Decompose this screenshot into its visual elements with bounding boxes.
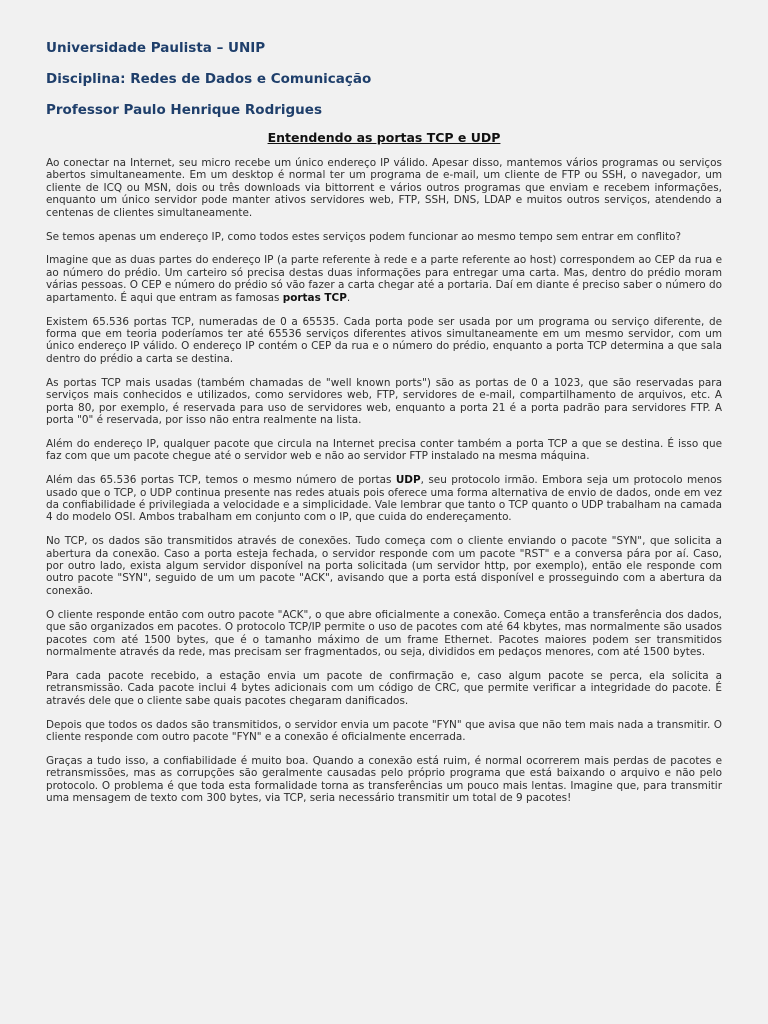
- paragraph-confirmation: Para cada pacote recebido, a estação envia um pacote de confirmação e, caso algum pacote se perca, ela solicita a retransmissão. Cada pacote inclui 4 bytes adicionais com um código de CRC, que permite verificar a integridade do pacote. É através dele que o cliente sabe quais pacotes chegaram danificados.: [46, 669, 722, 707]
- paragraph-fyn: Depois que todos os dados são transmitidos, o servidor envia um pacote "FYN" que avisa que não tem mais nada a transmitir. O cliente responde com outro pacote "FYN" e a conexão é oficialmente encerrada.: [46, 718, 722, 744]
- text-span: .: [346, 291, 351, 304]
- paragraph-well-known-ports: As portas TCP mais usadas (também chamadas de "well known ports") são as portas de 0 a 1023, que são reservadas para serviços mais conhecidos e utilizados, como servidores web, FTP, servidores de e-mail, compartilhamento de arquivos, etc. A porta 80, por exemplo, é reservada para uso de servidores web, enquanto a porta 21 é a porta padrão para servidores FTP. A porta "0" é reservada, por isso não entra realmente na lista.: [46, 376, 722, 426]
- paragraph-question: Se temos apenas um endereço IP, como todos estes serviços podem funcionar ao mesmo tempo sem entrar em conflito?: [46, 230, 682, 243]
- paragraph-cep-analogy: [46, 254, 722, 304]
- paragraph-packet-port: Além do endereço IP, qualquer pacote que circula na Internet precisa conter também a porta TCP a que se destina. É isso que faz com que um pacote chegue até o servidor web e não ao servidor FTP instalado na mesma máquina.: [46, 437, 722, 463]
- text-span: , seu protocolo irmão. Embora seja um protocolo menos usado que o TCP, o UDP continua presente nas redes atuais pois oferece uma forma alternativa de envio de dados, onde em vez da confiabilidade é privilegiada a velocidade e a simplicidade. Vale lembrar que tanto o TCP quanto o UDP trabalham na camada 4 do modelo OSI. Ambos trabalham em conjunto com o IP, que cuida do endereçamento.: [46, 474, 722, 524]
- bold-term-udp: UDP: [395, 474, 421, 487]
- paragraph-udp: [46, 474, 722, 524]
- discipline-heading: Disciplina: Redes de Dados e Comunicação: [46, 71, 372, 87]
- paragraph-tcp-connection: No TCP, os dados são transmitidos através de conexões. Tudo começa com o cliente enviando o pacote "SYN", que solicita a abertura da conexão. Caso a porta esteja fechada, o servidor responde com um pacote "RST" e a conversa pára por aí. Caso, por outro lado, exista algum servidor disponível na porta solicitada (um servidor http, por exemplo), então ele responde com outro pacote "SYN", seguido de um um pacote "ACK", avisando que a porta está disponível e prosseguindo com a abertura da conexão.: [46, 535, 722, 597]
- bold-term-portas-tcp: portas TCP: [282, 291, 347, 304]
- university-heading: Universidade Paulista – UNIP: [46, 40, 266, 56]
- paragraph-reliability: Graças a tudo isso, a confiabilidade é muito boa. Quando a conexão está ruim, é normal ocorrerem mais perdas de pacotes e retransmissões, mas as corrupções são geralmente causadas pelo próprio programa que está baixando o arquivo e não pelo protocolo. O problema é que toda esta formalidade torna as transferências um pouco mais lentas. Imagine que, para transmitir uma mensagem de texto com 300 bytes, via TCP, seria necessário transmitir um total de 9 pacotes!: [46, 754, 722, 805]
- document-title: Entendendo as portas TCP e UDP: [267, 130, 501, 145]
- text-span: Imagine que as duas partes do endereço IP (a parte referente à rede e a parte referente ao host) correspondem ao CEP da rua e ao número do prédio. Um carteiro só precisa destas duas informações para entregar uma carta. Mas, dentro do prédio moram várias pessoas. O CEP e número do prédio só vão fazer a carta chegar até a portaria. Daí em diante é preciso saber o número do apartamento. É aqui que entram as famosas: [46, 254, 722, 304]
- text-span: Além das 65.536 portas TCP, temos o mesmo número de portas: [46, 474, 396, 487]
- paragraph-intro: Ao conectar na Internet, seu micro recebe um único endereço IP válido. Apesar disso, mantemos vários programas ou serviços abertos simultaneamente. Em um desktop é normal ter um programa de e-mail, um cliente de FTP ou SSH, o navegador, um cliente de ICQ ou MSN, dois ou três downloads via bittorrent e vários outros programas que enviam e recebem informações, enquanto um único servidor pode manter ativos servidores web, FTP, SSH, DNS, LDAP e muitos outros serviços, atendendo a centenas de clientes simultaneamente.: [46, 157, 722, 219]
- professor-heading: Professor Paulo Henrique Rodrigues: [46, 102, 322, 118]
- paragraph-port-count: Existem 65.536 portas TCP, numeradas de 0 a 65535. Cada porta pode ser usada por um programa ou serviço diferente, de forma que em teoria poderíamos ter até 65536 serviços diferentes ativos simultaneamente em um mesmo servidor, com um único endereço IP válido. O endereço IP contém o CEP da rua e o número do prédio, enquanto a porta TCP determina a que sala dentro do prédio a carta se destina.: [46, 315, 722, 365]
- paragraph-ack-transfer: O cliente responde então com outro pacote "ACK", o que abre oficialmente a conexão. Começa então a transferência dos dados, que são organizados em pacotes. O protocolo TCP/IP permite o uso de pacotes com até 64 kbytes, mas normalmente são usados pacotes com até 1500 bytes, que é o tamanho máximo de um frame Ethernet. Pacotes maiores podem ser transmitidos normalmente através da rede, mas precisam ser fragmentados, ou seja, divididos em pedaços menores, com até 1500 bytes.: [46, 608, 722, 658]
